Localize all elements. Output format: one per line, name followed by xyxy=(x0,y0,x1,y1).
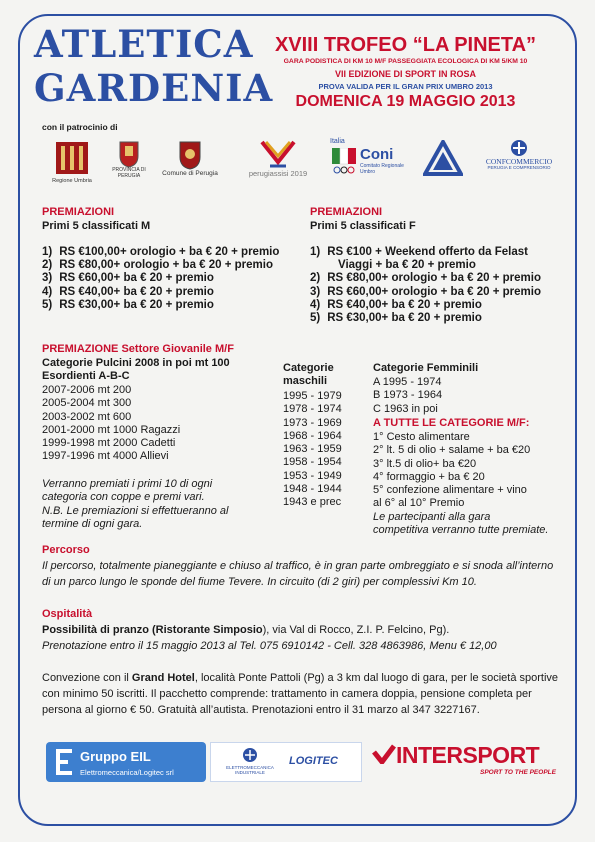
cat-m-heading1: Categorie xyxy=(283,362,334,374)
regione-umbria-emblem-icon xyxy=(52,140,92,176)
ospitalita-heading: Ospitalità xyxy=(42,608,93,620)
ospitalita-lunch xyxy=(42,622,564,638)
provincia-logo xyxy=(108,140,150,179)
provincia-shield-icon xyxy=(118,140,140,168)
confcommercio-logo xyxy=(476,138,562,171)
event-line2: VII EDIZIONE DI SPORT IN ROSA xyxy=(334,69,477,79)
youth-list-item: 2005-2004 mt 300 xyxy=(42,397,132,410)
cat-m-item: 1973 - 1969 xyxy=(283,416,342,429)
prize-f-item: 3) RS €60,00+ orologio + ba € 20 + premio xyxy=(310,285,541,298)
cat-m-item: 1948 - 1944 xyxy=(283,483,342,496)
cat-m-item: 1978 - 1974 xyxy=(283,403,342,416)
lunch-rest: ), via Val di Rocco, Z.I. P. Felcino, Pg). xyxy=(262,624,450,636)
perugiassisi-logo xyxy=(242,138,314,178)
youth-note-line: Verranno premiati i primi 10 di ogni xyxy=(42,478,213,490)
all-cat-item: al 6° al 10° Premio xyxy=(373,497,465,510)
prize-m-item: 5) RS €30,00+ ba € 20 + premio xyxy=(42,298,214,311)
cat-m-item: 1995 - 1979 xyxy=(283,390,342,402)
event-line3: PROVA VALIDA PER IL GRAN PRIX UMBRO 2013 xyxy=(318,82,493,91)
prizes-m-list xyxy=(42,246,312,312)
eil-sub: Elettromeccanica/Logitec srl xyxy=(80,768,174,777)
youth-note-line: termine di ogni gara. xyxy=(42,517,143,530)
elettromeccanica-gear-icon xyxy=(241,746,259,764)
percorso-text: Il percorso, totalmente pianeggiante e chiuso al traffico, è in gran parte ombreggiato e si snoda all’interno di un parco lungo le sponde del fiume Tevere. In circuito (di 2 giri) per complessivi Km 10. xyxy=(42,560,554,588)
all-cat-item: 2° lt. 5 di olio + salame + ba €20 xyxy=(373,444,531,457)
cat-f-item: C 1963 in poi xyxy=(373,402,438,415)
logitec-text: LOGITEC xyxy=(289,755,338,767)
lunch-bold: Possibilità di pranzo (Ristorante Simposio xyxy=(42,624,263,636)
provincia-caption: PROVINCIA DI PERUGIA xyxy=(112,167,146,179)
cat-m-item: 1963 - 1959 xyxy=(283,443,342,456)
cat-m-item: 1968 - 1964 xyxy=(283,429,342,442)
youth-heading: PREMIAZIONE Settore Giovanile M/F xyxy=(42,343,234,355)
prize-f-item: 2) RS €80,00+ orologio + ba € 20 + premio xyxy=(310,272,541,285)
event-line1: GARA PODISTICA DI KM 10 M/F PASSEGGIATA ECOLOGICA DI KM 5/KM 10 xyxy=(283,58,528,65)
youth-note xyxy=(42,478,277,531)
gruppo-eil-logo xyxy=(46,742,206,782)
all-cat-item: 4° formaggio + ba € 20 xyxy=(373,470,485,483)
hotel-pre: Convezione con il xyxy=(42,672,132,684)
comune-logo xyxy=(160,140,220,177)
perugiassisi-mark-icon xyxy=(258,138,298,170)
comune-shield-icon xyxy=(178,140,202,170)
cat-m-item: 1943 e prec xyxy=(283,496,342,509)
all-categories-list xyxy=(373,431,568,537)
intersport-tagline: SPORT TO THE PEOPLE xyxy=(480,769,556,776)
confcommercio-name: CONFCOMMERCIO xyxy=(485,157,553,166)
coni-logo xyxy=(330,138,410,175)
percorso-heading: Percorso xyxy=(42,544,90,556)
cat-m-item: 1953 - 1949 xyxy=(283,469,342,482)
prizes-f-heading: PREMIAZIONI xyxy=(310,206,383,218)
elettromeccanica-text: ELETTROMECCANICA INDUSTRIALE xyxy=(226,765,274,776)
all-cat-item: 3° lt.5 di olio+ ba €20 xyxy=(373,457,477,470)
cat-f-list xyxy=(373,376,568,416)
youth-list-item: 2007-2006 mt 200 xyxy=(42,384,132,396)
club-name-line2: GARDENIA xyxy=(34,66,274,110)
regione-umbria-caption: Regione Umbria xyxy=(52,178,92,184)
prizes-f-subheading: Primi 5 classificati F xyxy=(310,220,416,232)
patronage-label: con il patrocinio di xyxy=(42,122,118,132)
cat-f-heading: Categorie Femminili xyxy=(373,362,479,374)
youth-sub1: Categorie Pulcini 2008 in poi mt 100 xyxy=(42,357,230,369)
elettromeccanica-logitec-logo xyxy=(210,742,362,782)
event-date: DOMENICA 19 MAGGIO 2013 xyxy=(295,93,516,110)
prize-f-item: 4) RS €40,00+ ba € 20 + premio xyxy=(310,298,482,311)
prizes-m-heading: PREMIAZIONI xyxy=(42,206,115,218)
regione-umbria-logo xyxy=(42,140,102,184)
youth-list xyxy=(42,384,272,464)
youth-list-item: 1999-1998 mt 2000 Cadetti xyxy=(42,437,176,450)
intersport-check-icon xyxy=(372,744,396,764)
ospitalita-hotel xyxy=(42,670,564,718)
youth-list-item: 2003-2002 mt 600 xyxy=(42,410,132,423)
cat-f-item: A 1995 - 1974 xyxy=(373,376,442,388)
all-cat-item: 5° confezione alimentare + vino xyxy=(373,484,527,497)
coni-sub: Comitato Regionale Umbro xyxy=(360,163,404,175)
comune-caption: Comune di Perugia xyxy=(162,170,218,177)
ospitalita-booking: Prenotazione entro il 15 maggio 2013 al Tel. 075 6910142 - Cell. 328 4863986, Menu € 12,00 xyxy=(42,640,497,652)
cat-m-item: 1958 - 1954 xyxy=(283,456,342,469)
prize-m-item: 4) RS €40,00+ ba € 20 + premio xyxy=(42,285,214,298)
all-cat-item: 1° Cesto alimentare xyxy=(373,431,470,443)
youth-list-item: 1997-1996 mt 4000 Allievi xyxy=(42,450,169,463)
confcommercio-sub: PERUGIA E COMPRENSORIO xyxy=(487,165,551,171)
youth-list-item: 2001-2000 mt 1000 Ragazzi xyxy=(42,423,181,436)
cat-m-list xyxy=(283,390,368,510)
all-categories-heading: A TUTTE LE CATEGORIE M/F: xyxy=(373,417,530,429)
prize-m-item: 2) RS €80,00+ orologio + ba € 20 + premio xyxy=(42,259,273,272)
triangle-emblem-icon xyxy=(423,140,463,176)
cat-f-item: B 1973 - 1964 xyxy=(373,389,443,402)
triangle-logo xyxy=(420,140,466,176)
coni-flag-icon xyxy=(332,148,356,174)
prizes-m-subheading: Primi 5 classificati M xyxy=(42,220,151,232)
prize-f-item: 1) RS €100 + Weekend offerto da Felast xyxy=(310,246,528,258)
coni-name: Coni xyxy=(360,146,394,163)
youth-sub2: Esordienti A-B-C xyxy=(42,370,130,382)
eil-name: Gruppo EIL xyxy=(80,749,151,764)
confcommercio-emblem-icon xyxy=(508,138,530,158)
all-cat-note: competitiva verranno tutte premiate. xyxy=(373,524,549,537)
prize-f-item: 5) RS €30,00+ ba € 20 + premio xyxy=(310,312,482,325)
eil-mark-icon xyxy=(52,747,76,777)
prize-f-item-continued: Viaggi + ba € 20 + premio xyxy=(338,259,476,272)
intersport-logo xyxy=(370,742,565,782)
club-name-line1: ATLETICA xyxy=(34,22,254,66)
prizes-f-list xyxy=(310,246,568,325)
prize-m-item: 3) RS €60,00+ ba € 20 + premio xyxy=(42,272,214,285)
youth-note-line: categoria con coppe e premi vari. xyxy=(42,491,205,504)
intersport-name: INTERSPORT xyxy=(396,742,540,768)
coni-italia-text: Italia xyxy=(330,138,345,145)
prize-m-item: 1) RS €100,00+ orologio + ba € 20 + premio xyxy=(42,246,280,258)
all-cat-note: Le partecipanti alla gara xyxy=(373,510,491,523)
cat-m-heading2: maschili xyxy=(283,375,328,387)
perugiassisi-caption: perugiassisi 2019 xyxy=(248,169,308,178)
hotel-rest: , località Ponte Pattoli (Pg) a 3 km dal luogo di gara, per le società sportive con minimo 50 iscritti. Il pacchetto comprende: trattamento in camera doppia, pensione completa per persona al giorno € 50. Gratuità all’autista. Prenotazioni entro il 31 marzo al 347 3227167. xyxy=(42,672,559,716)
youth-note-line: N.B. Le premiazioni si effettueranno al xyxy=(42,504,229,517)
event-title: XVIII TROFEO “LA PINETA” xyxy=(274,34,537,56)
hotel-bold: Grand Hotel xyxy=(131,672,195,684)
